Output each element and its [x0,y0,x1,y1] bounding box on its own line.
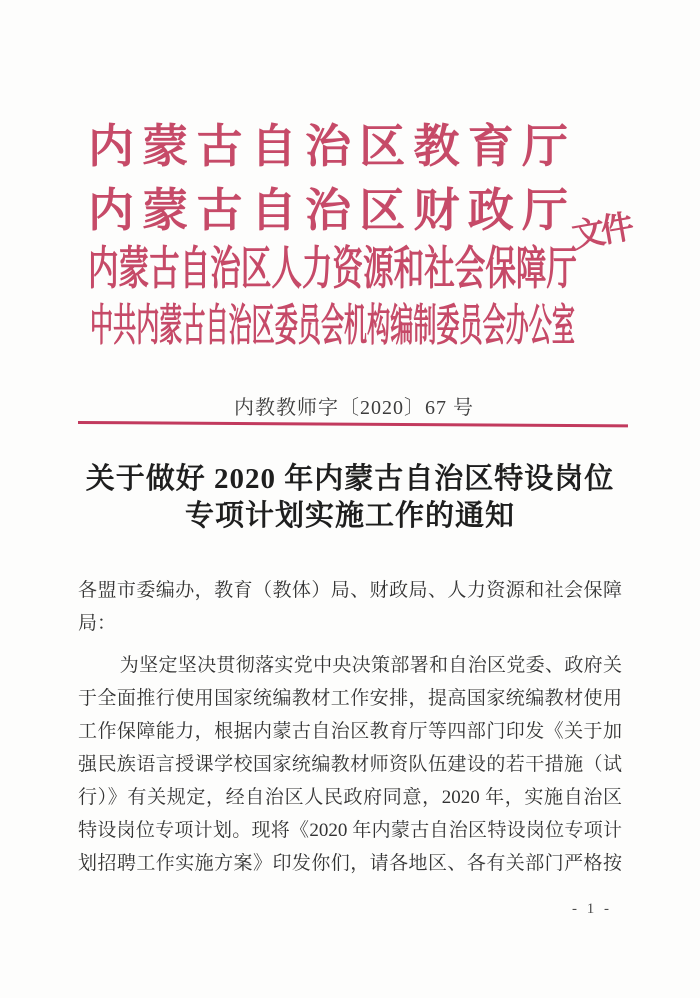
red-divider-rule [78,421,628,427]
paragraph-line-2: 于全面推行使用国家统编教材工作安排，提高国家统编教材使用 [78,688,622,709]
document-title [20,461,680,535]
paragraph-line-5: 行）》有关规定，经自治区人民政府同意，2020 年，实施自治区 [78,787,622,808]
salutation-line-2: 局： [78,613,117,634]
agency-line-finance-dept: 内 蒙 古 自 治 区 财 政 厅 [88,185,568,236]
agency-line-party-office [90,301,700,350]
salutation-line-1: 各盟市委编办，教育（教体）局、财政局、人力资源和社会保障 [78,580,622,601]
agency-line-party-office-text: 中共内蒙古自治区委员会机构编制委员会办公室 [90,301,575,350]
document-title-line-2: 专项计划实施工作的通知 [184,500,515,532]
page-number: - 1 - [572,901,612,917]
paragraph-line-4: 强民族语言授课学校国家统编教材师资队伍建设的若干措施（试 [78,754,622,775]
paragraph-line-6: 特设岗位专项计划。现将《2020 年内蒙古自治区特设岗位专项计 [78,820,622,841]
agency-line-hr-social-security-dept [88,243,700,294]
paragraph-line-7: 划招聘工作实施方案》印发你们，请各地区、各有关部门严格按 [78,853,622,874]
paragraph-line-1: 为坚定坚决贯彻落实党中央决策部署和自治区党委、政府关 [119,655,622,676]
document-type-label: 文件 [569,209,633,256]
document-body [78,574,622,880]
agency-line-education-dept: 内 蒙 古 自 治 区 教 育 厅 [88,121,568,172]
agency-line-hr-social-security-text: 内蒙古自治区人力资源和社会保障厅 [88,243,577,294]
document-number: 内教教师字〔2020〕67 号 [234,397,474,419]
document-title-line-1: 关于做好 2020 年内蒙古自治区特设岗位 [85,463,615,495]
paragraph-line-3: 工作保障能力，根据内蒙古自治区教育厅等四部门印发《关于加 [78,721,622,742]
